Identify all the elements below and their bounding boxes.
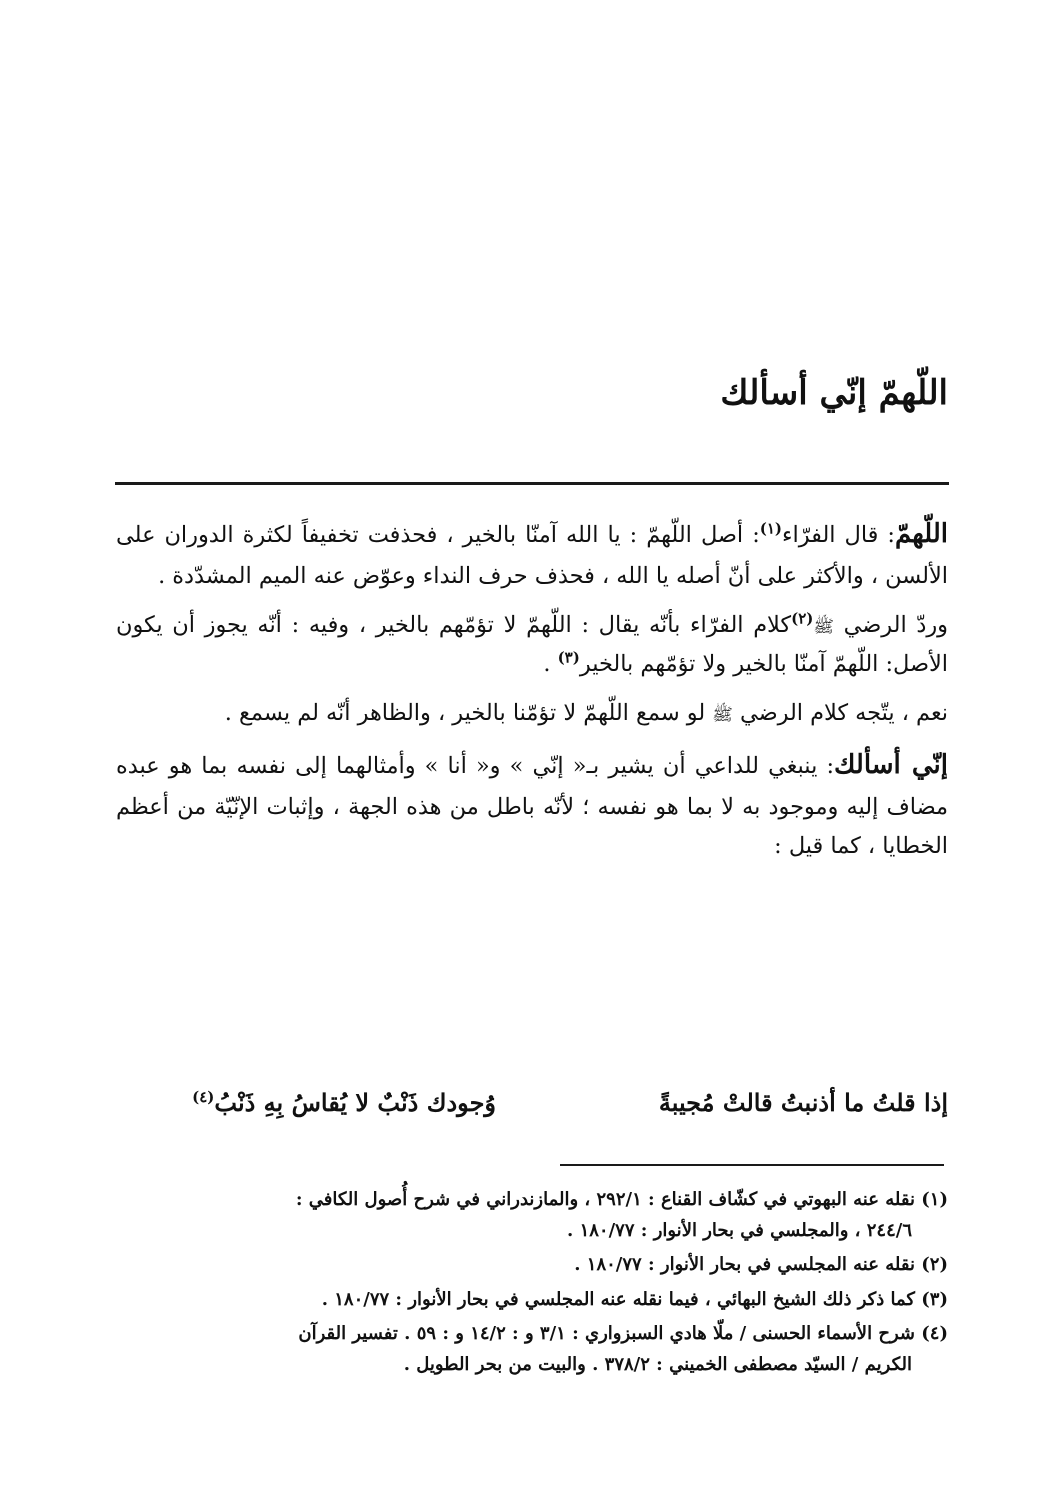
footnote-ref-4: (٤) — [192, 1088, 215, 1106]
paragraph-1-text-a: : قال الفرّاء — [782, 522, 895, 548]
headword-inni-asaluk: إنّي أسألك — [834, 750, 948, 781]
headword-allahumma: اللّهمّ — [894, 519, 948, 549]
salawat-glyph: ﷺ — [813, 617, 834, 638]
salawat-glyph: ﷺ — [712, 705, 733, 726]
footnote-number: (٢) — [921, 1254, 948, 1276]
chapter-title: اللّهمّ إنّي أسألك — [720, 373, 948, 413]
footnote-text: كما ذكر ذلك الشيخ البهائي ، فيما نقله عنه المجلسي في بحار الأنوار : ١٨٠/٧٧ . — [321, 1288, 915, 1310]
paragraph-4 — [116, 743, 948, 866]
paragraph-2-text-b: كلام الفرّاء بأنّه يقال : اللّهمّ لا تؤمّهم بالخير ، وفيه : أنّه يجوز أن يكون الأصل: اللّهمّ آمنّا بالخير ولا تؤمّهم بالخير — [116, 612, 948, 678]
paragraph-3-text-a: نعم ، يتّجه كلام الرضي — [739, 700, 948, 727]
footnote-ref-2: (٢) — [791, 609, 814, 628]
footnote-text: نقله عنه البهوتي في كشّاف القناع : ٢٩٢/١ ، والمازندراني في شرح أُصول الكافي : — [295, 1189, 915, 1210]
footnote-divider — [560, 1164, 944, 1166]
footnote-text-continued: الكريم / السيّد مصطفى الخميني : ٣٧٨/٢ . والبيت من بحر الطويل . — [403, 1353, 912, 1375]
paragraph-1-text-b: : أصل اللّهمّ : يا الله آمنّا بالخير ، فحذفت تخفيفاً لكثرة الدوران على الألسن ، والأكثر على أنّ أصله يا الله ، فحذف حرف النداء وعوّض عنه الميم المشدّدة . — [116, 522, 948, 590]
poetry-verse — [116, 1081, 948, 1125]
footnote-4 — [112, 1319, 948, 1380]
footnote-ref-1: (١) — [759, 519, 783, 538]
paragraph-2-text-a: وردّ الرضي — [843, 612, 948, 639]
title-divider — [115, 482, 949, 485]
paragraph-1 — [116, 512, 948, 596]
paragraph-2 — [116, 606, 948, 684]
footnote-number: (٤) — [921, 1323, 948, 1345]
footnote-2 — [112, 1250, 948, 1281]
paragraph-3 — [116, 694, 948, 733]
footnote-text: نقله عنه المجلسي في بحار الأنوار : ١٨٠/٧٧ . — [574, 1254, 915, 1276]
verse-first-hemistich: إذا قلتُ ما أذنبتُ قالتْ مُجيبةً — [658, 1088, 948, 1117]
verse-second-text: وُجودك ذَنْبٌ لا يُقاسُ بِهِ ذَنْبُ — [214, 1088, 496, 1117]
paragraph-3-text-b: لو سمع اللّهمّ لا تؤمّنا بالخير ، والظاهر أنّه لم يسمع . — [224, 700, 706, 727]
footnote-number: (١) — [921, 1189, 948, 1210]
footnote-1 — [112, 1185, 948, 1246]
footnote-text: شرح الأسماء الحسنى / ملّا هادي السبزواري : ٣/١ و : ١٤/٢ و : ٥٩ . تفسير القرآن — [298, 1323, 915, 1345]
footnotes — [112, 1185, 948, 1385]
main-text — [116, 512, 948, 876]
footnote-3 — [112, 1285, 948, 1316]
paragraph-4-text-a: : ينبغي للداعي أن يشير بـ« إنّي » و« أنا » وأمثالهما إلى نفسه بما هو عبده مضاف إليه وموجود به لا بما هو نفسه ؛ لأنّه باطل من هذه الجهة ، وإثبات الإنّيّة من أعظم الخطايا ، كما قيل : — [116, 753, 948, 860]
verse-second-hemistich — [116, 1081, 496, 1125]
footnote-ref-3: (٣) — [557, 648, 580, 667]
footnote-text-continued: ٢٤٤/٦ ، والمجلسي في بحار الأنوار : ١٨٠/٧٧ . — [567, 1219, 912, 1241]
paragraph-2-text-c: . — [543, 651, 551, 678]
footnote-number: (٣) — [921, 1288, 948, 1310]
